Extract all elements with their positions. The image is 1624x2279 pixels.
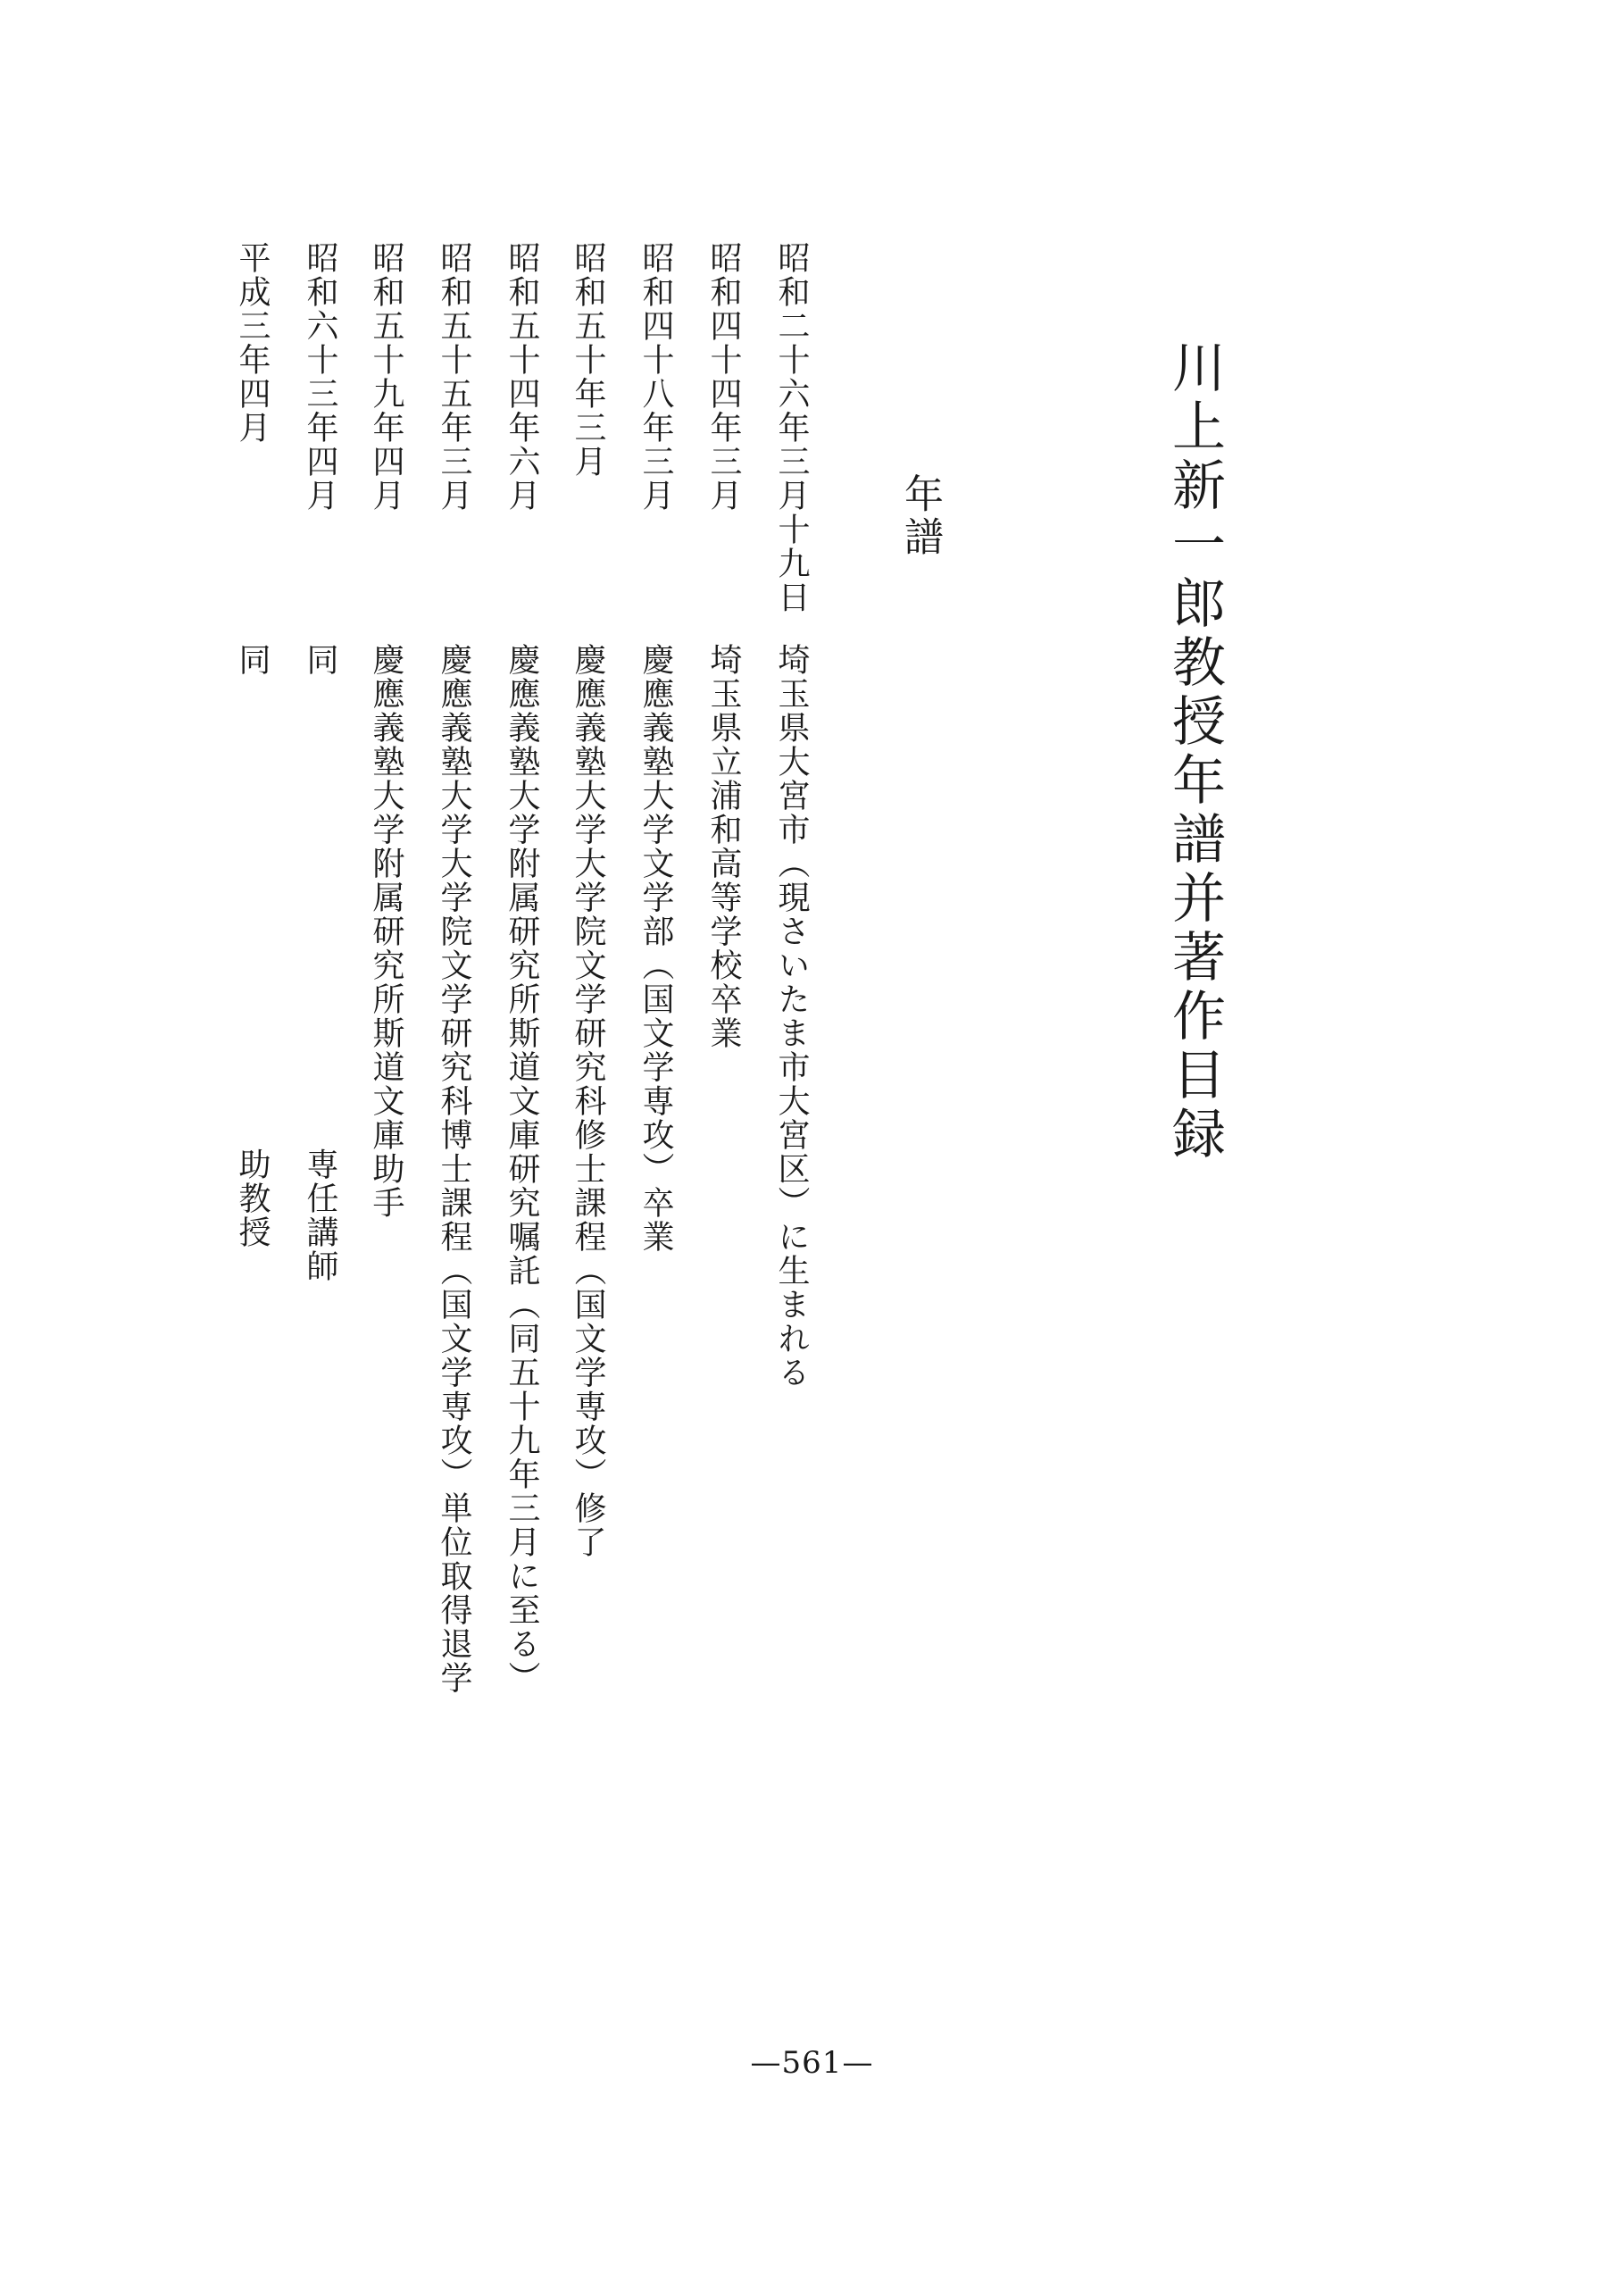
entry-description: 慶應義塾大学附属研究所斯道文庫研究嘱託（同五十九年三月に至る）: [504, 643, 540, 1695]
entry-date: 平成三年四月: [234, 241, 271, 445]
page-number: —561—: [750, 2045, 874, 2081]
entry-date: 昭和二十六年三月十九日: [773, 241, 810, 614]
entry-role: 助教授: [234, 1148, 271, 1249]
entry-description: 同: [234, 643, 271, 677]
entry-date: 昭和四十四年三月: [705, 241, 742, 513]
entry-description: 慶應義塾大学大学院文学研究科修士課程（国文学専攻）修了: [570, 643, 606, 1559]
entry-description: 埼玉県大宮市（現さいたま市大宮区）に生まれる: [773, 643, 810, 1390]
entry-description: 同: [302, 643, 338, 677]
entry-description: 慶應義塾大学文学部（国文学専攻）卒業: [637, 643, 674, 1254]
entry-description: 埼玉県立浦和高等学校卒業: [705, 643, 742, 1050]
entry-description: 慶應義塾大学大学院文学研究科博士課程（国文学専攻）単位取得退学: [436, 643, 472, 1695]
entry-date: 昭和五十五年三月: [436, 241, 472, 513]
entry-date: 昭和五十四年六月: [504, 241, 540, 513]
entry-date: 昭和五十九年四月: [368, 241, 404, 513]
entry-description: 慶應義塾大学附属研究所斯道文庫助手: [368, 643, 404, 1220]
entry-date: 昭和六十三年四月: [302, 241, 338, 513]
entry-date: 昭和五十年三月: [570, 241, 606, 479]
entry-role: 専任講師: [302, 1148, 338, 1283]
entry-date: 昭和四十八年三月: [637, 241, 674, 513]
page-title: 川上新一郎教授年譜并著作目録: [1163, 339, 1226, 1165]
section-heading-nenpu: 年譜: [897, 473, 943, 559]
